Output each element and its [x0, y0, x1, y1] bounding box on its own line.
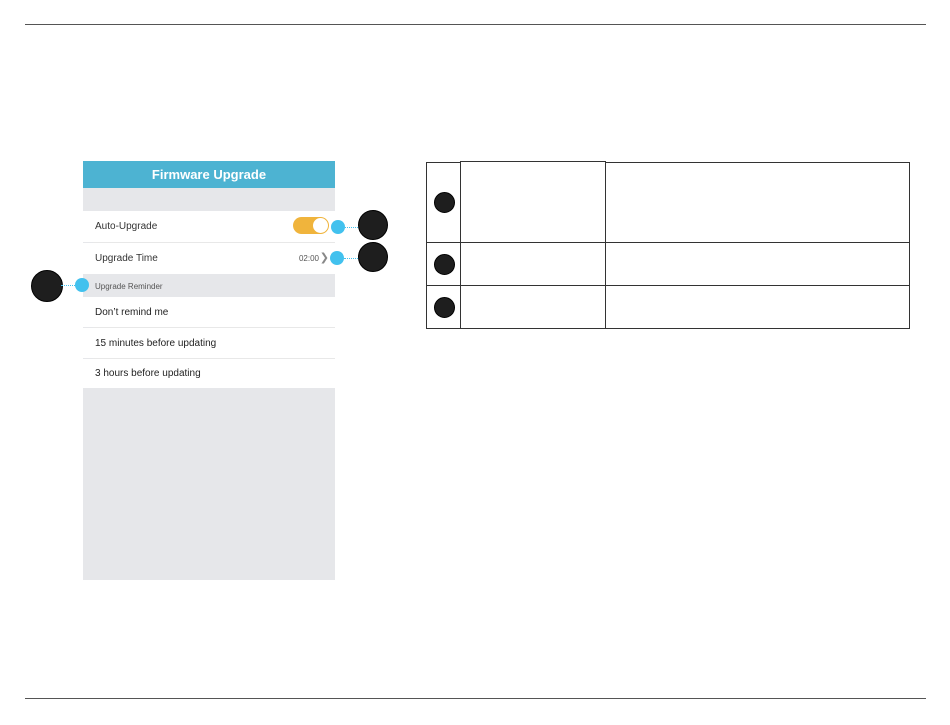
- page-title: Firmware Upgrade: [83, 161, 335, 188]
- reminder-option-row[interactable]: [83, 297, 335, 327]
- table-callout-number-icon: [434, 254, 455, 275]
- reminder-section-label: Upgrade Reminder: [95, 282, 163, 291]
- table-border: [605, 162, 910, 164]
- callout-number-icon: [358, 242, 388, 272]
- top-rule: [25, 24, 926, 25]
- table-border: [426, 328, 910, 330]
- bottom-rule: [25, 698, 926, 699]
- auto-upgrade-toggle[interactable]: [293, 217, 329, 234]
- table-callout-number-icon: [434, 192, 455, 213]
- callout-number-icon: [358, 210, 388, 240]
- auto-upgrade-label: Auto-Upgrade: [95, 221, 158, 232]
- table-column-border: [460, 162, 462, 329]
- toggle-knob: [313, 218, 328, 233]
- callout-marker-icon: [330, 251, 344, 265]
- phone-screen: [83, 161, 335, 580]
- table-row-border: [426, 285, 910, 287]
- auto-upgrade-row[interactable]: [83, 211, 335, 242]
- table-border: [426, 162, 461, 164]
- reminder-option-label: 15 minutes before updating: [95, 338, 217, 349]
- upgrade-time-row[interactable]: [83, 243, 335, 274]
- callout-leader: [61, 285, 75, 286]
- reminder-option-label: Don’t remind me: [95, 307, 169, 318]
- reminder-option-label: 3 hours before updating: [95, 368, 201, 379]
- table-callout-number-icon: [434, 297, 455, 318]
- chevron-right-icon: ❯: [319, 252, 329, 264]
- table-border: [909, 162, 911, 329]
- callout-number-icon: [31, 270, 63, 302]
- table-column-border: [605, 162, 607, 329]
- callout-marker-icon: [331, 220, 345, 234]
- reminder-option-row[interactable]: [83, 328, 335, 358]
- callout-leader: [344, 258, 358, 259]
- callout-leader: [345, 227, 358, 228]
- reminder-option-row[interactable]: [83, 359, 335, 388]
- upgrade-time-value: 02:00: [298, 254, 319, 263]
- table-border: [426, 162, 428, 329]
- callout-marker-icon: [75, 278, 89, 292]
- upgrade-time-label: Upgrade Time: [95, 253, 158, 264]
- table-row-border: [426, 242, 910, 244]
- table-border: [460, 161, 606, 163]
